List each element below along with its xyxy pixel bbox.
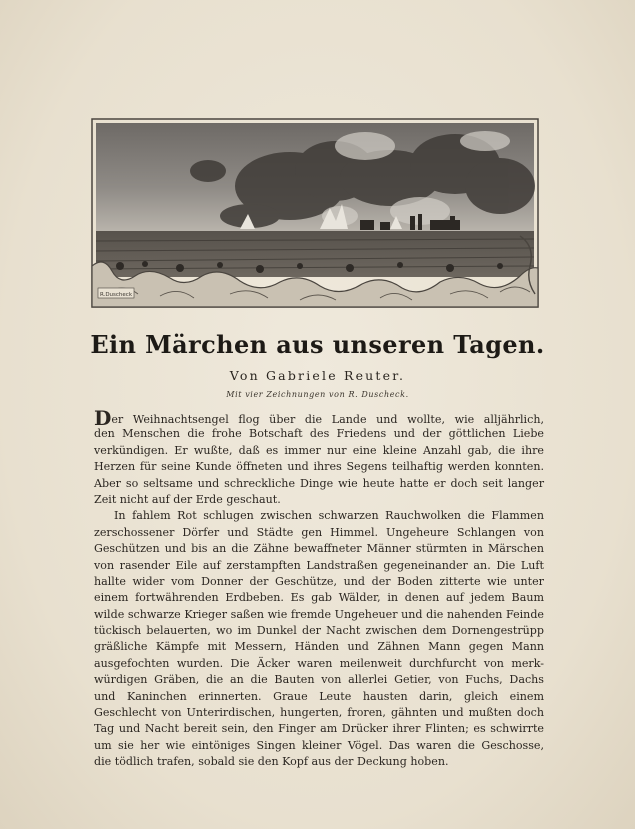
text-line: Geschlecht von Unterirdischen, hungerten, froren, gähnten und mußten doch (94, 706, 544, 720)
text-line: einem fortwährenden Erdbeben. Es gab Wälder, in denen auf jedem Baum (94, 591, 544, 605)
text-line: wilde schwarze Krieger saßen wie fremde Ungeheuer und die nahenden Feinde (94, 607, 544, 621)
text-line: Tag und Nacht bereit sein, den Finger am Drücker ihrer Flinten; es schwirrte (94, 722, 544, 736)
text-line: hallte wider vom Donner der Geschütze, und der Boden zitterte wie unter (94, 574, 544, 588)
paragraph-1 (94, 406, 544, 508)
text-line: Herzen für seine Kunde öffneten und ihres Segens teilhaftig werden konnten. (94, 460, 544, 474)
text-line: zerschossener Dörfer und Städte gen Himmel. Ungeheure Schlangen von (94, 525, 544, 539)
text-line (94, 406, 544, 430)
paragraph-2 (94, 508, 544, 770)
text-line: den Menschen die frohe Botschaft des Friedens und der göttlichen Liebe (94, 427, 544, 441)
article-title: Ein Märchen aus unseren Tagen. (90, 330, 545, 359)
article-body (94, 406, 544, 771)
text-line: gräßliche Kämpfe mit Messern, Händen und Zähnen Mann gegen Mann (94, 640, 544, 654)
text-line: würdigen Gräben, die an die Bauten von allerlei Getier, von Fuchs, Dachs (94, 673, 544, 687)
text-line-content: er Weihnachtsengel flog über die Lande und wollte, wie alljährlich, (111, 413, 544, 426)
text-line: die tödlich trafen, sobald sie den Kopf aus der Deckung hoben. (94, 755, 449, 769)
text-line: Aber so seltsame und schreckliche Dinge wie heute hatte er doch seit langer (94, 476, 544, 490)
illustration-signature: R.Duscheck (99, 292, 133, 298)
author-byline: Von Gabriele Reuter. (229, 368, 406, 383)
field (96, 231, 534, 277)
war-landscape-illustration (90, 116, 540, 312)
illustration-credit: Mit vier Zeichnungen von R. Duscheck. (226, 390, 409, 399)
initial-letter: D (94, 406, 112, 430)
text-line: ausgefochten wurden. Die Äcker waren meilenweit durchfurcht von merk- (94, 656, 544, 670)
text-line: verkündigen. Er wußte, daß es immer nur eine kleine Anzahl gab, die ihre (94, 443, 544, 457)
text-line: In fahlem Rot schlugen zwischen schwarzen Rauchwolken die Flammen (114, 509, 544, 523)
text-line: Geschützen und bis an die Zähne bewaffneter Männer stürmten in Märschen (94, 542, 544, 556)
text-line: von rasender Eile auf zerstampften Landstraßen gegeneinander an. Die Luft (94, 558, 544, 572)
text-line: um sie her wie eintöniges Singen kleiner Vögel. Das waren die Geschosse, (94, 738, 544, 752)
text-line: Zeit nicht auf der Erde geschaut. (94, 492, 281, 506)
illustration-drawing (90, 116, 540, 312)
text-line: und Kaninchen erinnerten. Graue Leute hausten darin, gleich einem (94, 689, 544, 703)
text-line: tückisch belauerten, wo im Dunkel der Nacht zwischen dem Dornengestrüpp (94, 624, 544, 638)
